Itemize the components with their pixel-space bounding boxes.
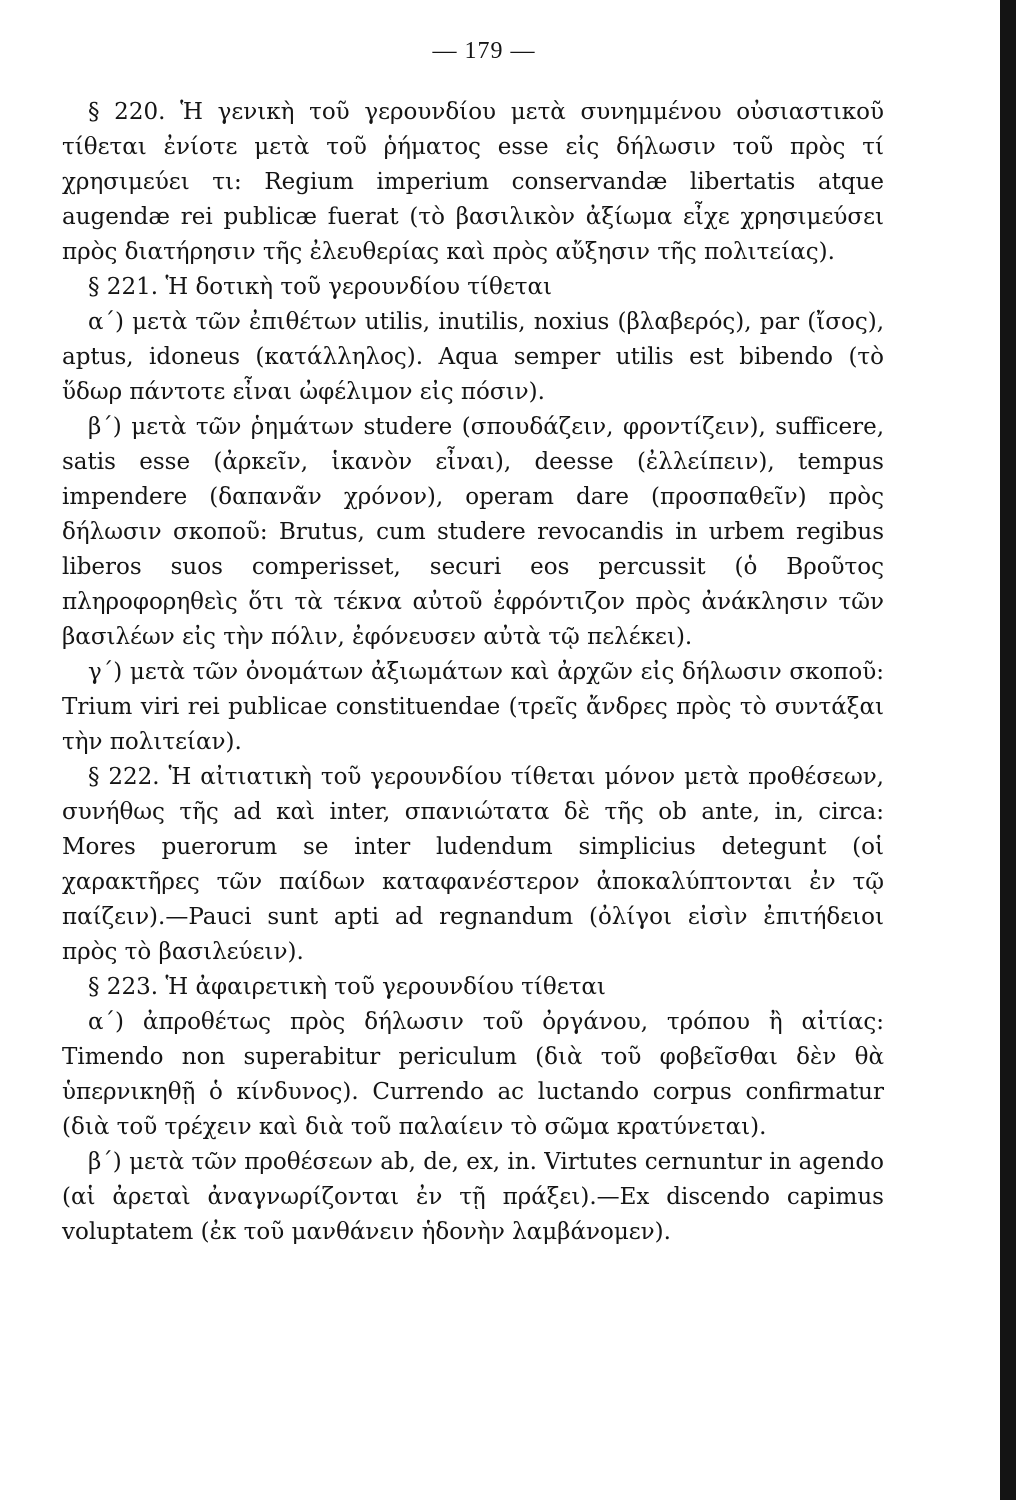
book-page [62, 38, 884, 1250]
paragraph-221-alpha: α΄) μετὰ τῶν ἐπιθέτων utilis, inutilis, noxius (βλαβερός), par (ἴσος), aptus, idoneus (κατάλληλος). Aqua semper utilis est bibendo (τὸ ὕδωρ πάντοτε εἶναι ὠφέλιμον εἰς πόσιν). [62, 309, 884, 405]
page-number: — 179 — [432, 38, 536, 64]
paragraph-223-alpha: α΄) ἀπροθέτως πρὸς δήλωσιν τοῦ ὀργάνου, τρόπου ἢ αἰτίας: Timendo non superabitur periculum (διὰ τοῦ φοβεῖσθαι δὲν θὰ ὑπερνικηθῇ ὁ κίνδυνος). Currendo ac luctando corpus confirmatur (διὰ τοῦ τρέχειν καὶ διὰ τοῦ παλαίειν τὸ σῶμα κρατύνεται). [62, 1009, 884, 1140]
paragraph-221-beta: β΄) μετὰ τῶν ῥημάτων studere (σπουδάζειν, φροντίζειν), sufficere, satis esse (ἀρκεῖν, ἱκανὸν εἶναι), deesse (ἐλλείπειν), tempus impendere (δαπανᾶν χρόνον), operam dare (προσπαθεῖν) πρὸς δήλωσιν σκοποῦ: Brutus, cum studere revocandis in urbem regibus liberos suos comperisset, securi eos percussit (ὁ Βροῦτος πληροφορηθεὶς ὅτι τὰ τέκνα αὐτοῦ ἐφρόντιζον πρὸς ἀνάκλησιν τῶν βασιλέων εἰς τὴν πόλιν, ἐφόνευσεν αὐτὰ τῷ πελέκει). [62, 414, 884, 650]
paragraph-section-221-heading: § 221. Ἡ δοτικὴ τοῦ γερουνδίου τίθεται [88, 274, 553, 300]
paragraph-section-220: § 220. Ἡ γενικὴ τοῦ γερουνδίου μετὰ συνημμένου οὐσιαστικοῦ τίθεται ἐνίοτε μετὰ τοῦ ῥήματος esse εἰς δήλωσιν τοῦ πρὸς τί χρησιμεύει τι: Regium imperium conservandæ libertatis atque augendæ rei publicæ fuerat (τὸ βασιλικὸν ἀξίωμα εἶχε χρησιμεύσει πρὸς διατήρησιν τῆς ἐλευθερίας καὶ πρὸς αὔξησιν τῆς πολιτείας). [62, 99, 884, 265]
paragraph-section-222: § 222. Ἡ αἰτιατικὴ τοῦ γερουνδίου τίθεται μόνον μετὰ προθέσεων, συνήθως τῆς ad καὶ inter, σπανιώτατα δὲ τῆς ob ante, in, circa: Mores puerorum se inter ludendum simplicius detegunt (οἱ χαρακτῆρες τῶν παίδων καταφανέστερον ἀποκαλύπτονται ἐν τῷ παίζειν).—Pauci sunt apti ad regnandum (ὀλίγοι εἰσὶν ἐπιτήδειοι πρὸς τὸ βασιλεύειν). [62, 764, 884, 965]
paragraph-223-beta: β΄) μετὰ τῶν προθέσεων ab, de, ex, in. Virtutes cernuntur in agendo (αἱ ἀρεταὶ ἀναγνωρίζονται ἐν τῇ πράξει).—Ex discendo capimus voluptatem (ἐκ τοῦ μανθάνειν ἡδονὴν λαμβάνομεν). [62, 1149, 884, 1245]
scan-edge-strip [1000, 0, 1016, 1500]
paragraph-section-223-heading: § 223. Ἡ ἀφαιρετικὴ τοῦ γερουνδίου τίθεται [88, 974, 606, 1000]
paragraph-221-gamma: γ΄) μετὰ τῶν ὀνομάτων ἀξιωμάτων καὶ ἀρχῶν εἰς δήλωσιν σκοποῦ: Trium viri rei publicae constituendae (τρεῖς ἄνδρες πρὸς τὸ συντάξαι τὴν πολιτείαν). [62, 659, 884, 755]
